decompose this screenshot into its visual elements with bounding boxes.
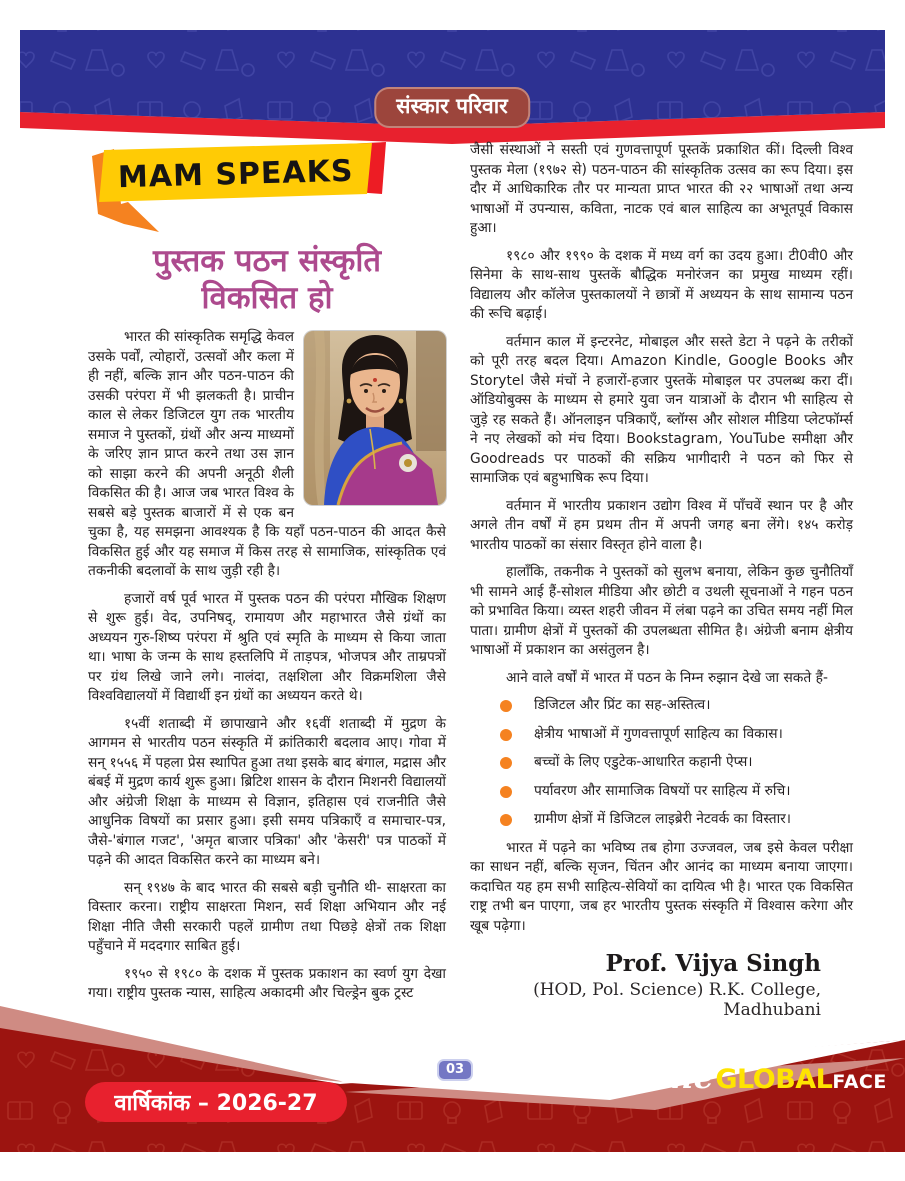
- article-title: [88, 243, 446, 317]
- bullet-dot-icon: [500, 786, 512, 798]
- sanskar-parivar-label: संस्कार परिवार: [396, 94, 508, 118]
- right-column: [470, 141, 853, 1020]
- mam-speaks-ribbon: [64, 142, 394, 239]
- mam-speaks-badge: [64, 142, 446, 239]
- trend-bullet-list: [470, 696, 853, 830]
- bullet-dot-icon: [500, 757, 512, 769]
- trend-item: [470, 725, 853, 745]
- page-number-badge: [437, 1059, 473, 1081]
- sanskar-parivar-badge: [374, 87, 530, 128]
- trend-item-label: पर्यावरण और सामाजिक विषयों पर साहित्य में रुचि।: [534, 782, 791, 799]
- body-paragraph: जैसी संस्थाओं ने सस्ती एवं गुणवत्तापूर्ण पूस्तकें प्रकाशित कीं। दिल्ली विश्व पुस्तक मेला (१९७२ से) पठन-पाठन की सांस्कृतिक उत्सव का रूप दिया। इस दौर में आधिकारिक तौर पर मान्यता प्राप्त भारत की २२ भाषाओं तथा अन्य भाषाओं में उपन्यास, कविता, नाटक एवं बाल साहित्य का अभूतपूर्व विकास हुआ।: [470, 142, 853, 236]
- author-name: Prof. Vijya Singh: [605, 950, 821, 977]
- body-paragraph: वर्तमान में भारतीय प्रकाशन उद्योग विश्व में पाँचवें स्थान पर है और अगले तीन वर्षों में हम प्रथम तीन में अपनी जगह बना लेंगे। १४५ करोड़ भारतीय पाठकों का संसार विस्तृत होने वाला है।: [470, 497, 853, 553]
- trend-item: [470, 753, 853, 773]
- closing-paragraph: भारत में पढ़ने का भविष्य तब होगा उज्जवल, जब इसे केवल परीक्षा का साधन नहीं, बल्कि सृजन, चिंतन और आनंद का माध्यम बनाया जाएगा। कदाचित यह हम सभी साहित्य-सेवियों का दायित्व भी है। भारत एक विकसित राष्ट्र तभी बन पाएगा, जब हर भारतीय पुस्तक संस्कृति में विश्वास करेगा और खूब पढ़ेगा।: [470, 839, 853, 934]
- magazine-logo: [648, 1060, 887, 1096]
- trend-item-label: डिजिटल और प्रिंट का सह-अस्तित्व।: [534, 697, 711, 713]
- trend-item-label: ग्रामीण क्षेत्रों में डिजिटल लाइब्रेरी नेटवर्क का विस्तार।: [534, 811, 792, 827]
- trend-item-label: क्षेत्रीय भाषाओं में गुणवत्तापूर्ण साहित्य का विकास।: [534, 725, 783, 742]
- logo-the: The: [648, 1060, 714, 1096]
- body-paragraph: १९८० और १९९० के दशक में मध्य वर्ग का उदय हुआ। टी0वी0 और सिनेमा के साथ-साथ पुस्तकें बौद्धिक मनोरंजन का प्रमुख माध्यम रहीं। विद्यालय और कॉलेज पुस्तकालयों ने छात्रों में अध्ययन के साथ सामान्य पठन की रूचि बढ़ाई।: [470, 247, 853, 322]
- edition-badge: [85, 1082, 347, 1122]
- article-title-line2: विकसित हो: [201, 280, 333, 316]
- trend-item: [470, 810, 853, 830]
- logo-face: FACE: [832, 1071, 887, 1093]
- author-designation: (HOD, Pol. Science) R.K. College, Madhubani: [533, 980, 821, 1020]
- bullet-dot-icon: [500, 700, 512, 712]
- bullet-dot-icon: [500, 729, 512, 741]
- article-title-line1: पुस्तक पठन संस्कृति: [152, 243, 382, 279]
- trend-item: [470, 696, 853, 716]
- body-paragraph: १९५० से १९८० के दशक में पुस्तक प्रकाशन का स्वर्ण युग देखा गया। राष्ट्रीय पुस्तक न्यास, साहित्य अकादमी और चिल्ड्रेन बुक ट्रस्ट: [88, 965, 446, 1001]
- body-paragraph: हजारों वर्ष पूर्व भारत में पुस्तक पठन की परंपरा मौखिक शिक्षण से शुरू हुई। वेद, उपनिषद्, रामायण और महाभारत जैसे ग्रंथों का अध्ययन गुरु-शिष्य परंपरा में श्रुति एवं स्मृति के माध्यम से किया जाता था। भाषा के जन्म के साथ हस्तलिपि में ताड़पत्र, भोजपत्र और ताम्रपत्रों पर ग्रंथ लिखे जाने लगे। नालंदा, तक्षशिला और विक्रमशिला जैसे विश्वविद्यालयों में विद्यार्थी इन ग्रंथों का अध्ययन करते थे।: [88, 590, 446, 704]
- trend-item-label: बच्चों के लिए एडुटेक-आधारित कहानी ऐप्स।: [534, 754, 753, 770]
- body-paragraph: भारत की सांस्कृतिक समृद्धि केवल उसके पर्वों, त्योहारों, उत्सवों और कला में ही नहीं, बल्कि ज्ञान और पठन-पाठन की उसकी परंपरा में भी झलकती है। प्राचीन काल से लेकर डिजिटल युग तक भारतीय समाज ने पुस्तकों, ग्रंथों और अन्य माध्यमों के जरिए ज्ञान प्राप्त करने तथा उस ज्ञान को साझा करने की अपनी अनूठी शैली विकसित की है। आज जब भारत विश्व के सबसे बड़े पुस्तक बाजारों में से एक बन चुका है, यह समझना आवश्यक है कि यहाँ पठन-पाठन की आदत कैसे विकसित हुई और यह समाज में किस तरह से सामाजिक, सांस्कृतिक एवं तकनीकी बदलावों के साथ जुड़ी रही है।: [88, 329, 446, 579]
- lead-paragraph-block: [88, 328, 446, 590]
- body-paragraph: सन् १९४७ के बाद भारत की सबसे बड़ी चुनौति थी- साक्षरता का विस्तार करना। राष्ट्रीय साक्षरता मिशन, सर्व शिक्षा अभियान और नई शिक्षा नीति जैसी सरकारी पहलें ग्रामीण तथा पिछड़े क्षेत्रों तक शिक्षा पहुँचाने में मददगार साबित हुई।: [88, 879, 446, 954]
- trend-item: [470, 782, 853, 802]
- trends-intro: आने वाले वर्षों में भारत में पठन के निम्न रुझान देखे जा सकते हैं-: [506, 669, 828, 686]
- left-column: [88, 142, 446, 1012]
- bullet-dot-icon: [500, 814, 512, 826]
- body-paragraph: वर्तमान काल में इन्टरनेट, मोबाइल और सस्ते डेटा ने पढ़ने के तरीकों को पूरी तरह बदल दिया। Amazon Kindle, Google Books और Storytel जैसे मंचों ने हजारों-हजार पुस्तकें मोबाइल पर उपलब्ध करा दीं। ऑडियोबुक्स के माध्यम से हमारे युवा जन यात्राओं के दौरान भी साहित्य से जुड़े रह सकते हैं। ऑनलाइन पत्रिकाएँ, ब्लॉग्स और सोशल मीडिया प्लेटफॉर्म्स ने नए लेखकों को मंच दिया। Bookstagram, YouTube समीक्षा और Goodreads पर पाठकों की सक्रिय भागीदारी ने पठन को फिर से सामाजिक एवं बहुभाषिक रूप दिया।: [470, 333, 853, 486]
- logo-global: GLOBAL: [715, 1064, 833, 1095]
- body-paragraph: १५वीं शताब्दी में छापाखाने और १६वीं शताब्दी में मुद्रण के आगमन से भारतीय पठन संस्कृति में क्रांतिकारी बदलाव आए। गोवा में सन् १५५६ में पहला प्रेस स्थापित हुआ तथा इसके बाद बंगाल, मद्रास और बंबई में मुद्रण कार्य शुरू हुआ। ब्रिटिश शासन के दौरान मिशनरी विद्यालयों और अंग्रेजी शिक्षा के माध्यम से विज्ञान, इतिहास एवं राजनीति जैसे आधुनिक विषयों का प्रसार हुआ। इसी समय पत्रिकाएँ व समाचार-पत्र, जैसे-'बंगाल गजट', 'अमृत बाजार पत्रिका' और 'केसरी' पत्र पाठकों में पढ़ने की आदत विकसित करने का माध्यम बने।: [88, 715, 446, 868]
- body-paragraph: हालाँकि, तकनीक ने पुस्तकों को सुलभ बनाया, लेकिन कुछ चुनौतियाँ भी सामने आई हैं-सोशल मीडिया और छोटी व उथली सूचनाओं ने गहन पठन को प्रभावित किया। व्यस्त शहरी जीवन में लंबा पढ़ने का उचित समय नहीं मिल पाता। ग्रामीण क्षेत्रों में पुस्तकों की उपलब्धता सीमित है। अंग्रेजी बनाम क्षेत्रीय भाषाओं में प्रकाशन का असंतुलन है।: [470, 564, 853, 658]
- author-photo: [304, 331, 446, 505]
- page-number: 03: [445, 1062, 465, 1077]
- edition-label: वार्षिकांक – 2026-27: [114, 1091, 318, 1116]
- mam-speaks-label: MAM SPEAKS: [117, 153, 354, 196]
